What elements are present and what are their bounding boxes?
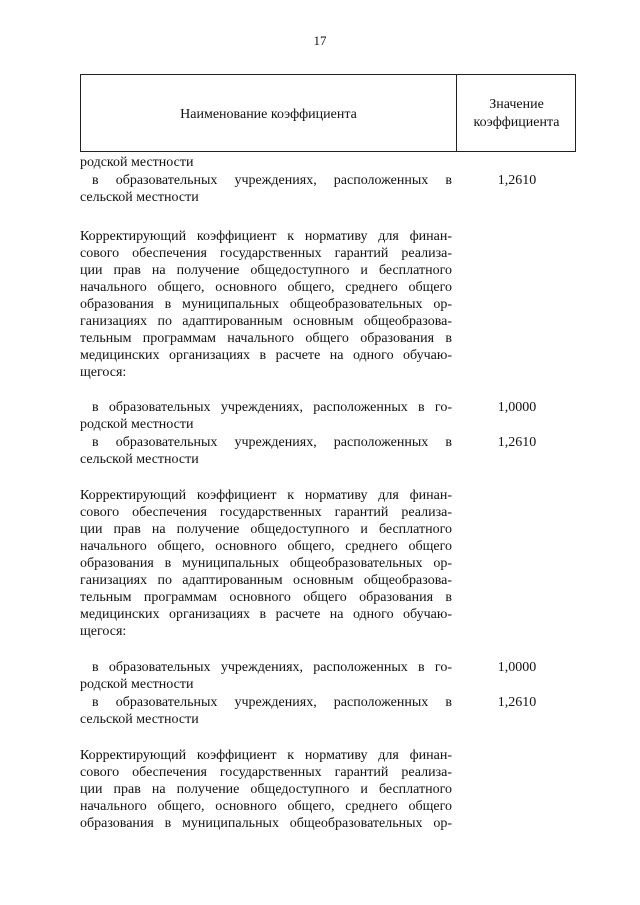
block3-para-line: сового обеспечения государственных гарантий реализа- [80, 505, 452, 520]
block2-para-line: образования в муниципальных общеобразовательных ор- [80, 297, 452, 312]
block2-para-line: ганизациях по адаптированным основным общеобразова- [80, 314, 452, 329]
block2-para-line: щегося: [80, 365, 127, 380]
block2-urban-line2: родской местности [80, 417, 194, 432]
table-header [80, 74, 576, 152]
header-value-line1: Значение [489, 97, 544, 112]
block2-rural-line2: сельской местности [80, 452, 199, 467]
block3-para-line: щегося: [80, 624, 127, 639]
page-number: 17 [313, 33, 327, 48]
block3-rural-line1: в образовательных учреждениях, расположенных в [92, 695, 452, 710]
block2-para-line: медицинских организациях в расчете на одного обучаю- [80, 348, 452, 363]
block3-para-line: начального общего, основного общего, среднего общего [80, 539, 452, 554]
block2-para-line: ции прав на получение общедоступного и бесплатного [80, 263, 452, 278]
block3-urban-value: 1,0000 [497, 660, 537, 675]
block4-para-line: ции прав на получение общедоступного и бесплатного [80, 782, 452, 797]
block1-rural-line2: сельской местности [80, 190, 199, 205]
header-coefficient-name: Наименование коэффициента [180, 107, 357, 122]
block3-rural-line2: сельской местности [80, 712, 199, 727]
block1-rural-value: 1,2610 [497, 173, 537, 188]
block2-para-line: Корректирующий коэффициент к нормативу для финан- [80, 229, 452, 244]
block2-rural-line1: в образовательных учреждениях, расположенных в [92, 435, 452, 450]
header-value-line2: коэффициента [473, 115, 560, 130]
block2-para-line: начального общего, основного общего, среднего общего [80, 280, 452, 295]
header-coefficient-value [457, 75, 576, 153]
block4-para-line: Корректирующий коэффициент к нормативу для финан- [80, 748, 452, 763]
block2-para-line: тельным программам начального общего образования в [80, 331, 452, 346]
block1-continuation: родской местности [80, 155, 194, 170]
block3-para-line: образования в муниципальных общеобразовательных ор- [80, 556, 452, 571]
block2-para-line: сового обеспечения государственных гарантий реализа- [80, 246, 452, 261]
block3-para-line: медицинских организациях в расчете на одного обучаю- [80, 607, 452, 622]
block3-para-line: Корректирующий коэффициент к нормативу для финан- [80, 488, 452, 503]
block2-rural-value: 1,2610 [497, 435, 537, 450]
block2-urban-line1: в образовательных учреждениях, расположенных в го- [92, 400, 452, 415]
block3-para-line: ганизациях по адаптированным основным общеобразова- [80, 573, 452, 588]
block3-rural-value: 1,2610 [497, 695, 537, 710]
block3-para-line: тельным программам основного общего образования в [80, 590, 452, 605]
block4-para-line: начального общего, основного общего, среднего общего [80, 799, 452, 814]
block2-urban-value: 1,0000 [497, 400, 537, 415]
block3-para-line: ции прав на получение общедоступного и бесплатного [80, 522, 452, 537]
block3-urban-line1: в образовательных учреждениях, расположенных в го- [92, 660, 452, 675]
block4-para-line: образования в муниципальных общеобразовательных ор- [80, 816, 452, 831]
block1-rural-line1: в образовательных учреждениях, расположенных в [92, 173, 452, 188]
block4-para-line: сового обеспечения государственных гарантий реализа- [80, 765, 452, 780]
block3-urban-line2: родской местности [80, 677, 194, 692]
